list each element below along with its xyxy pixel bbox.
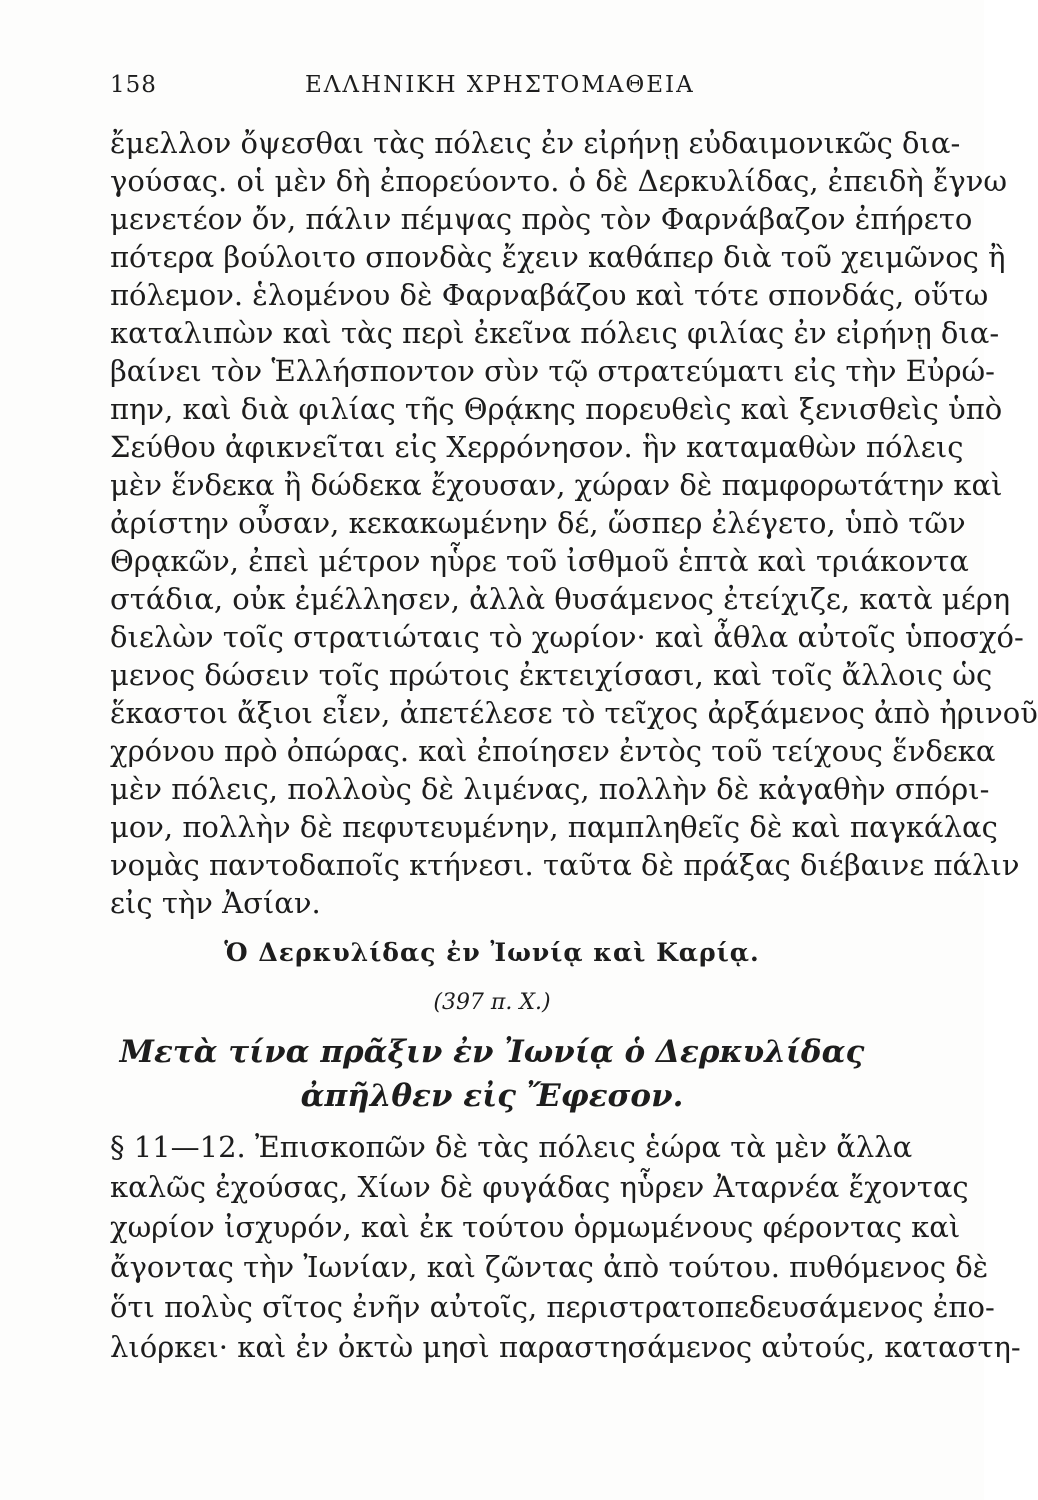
text-line: μενετέον ὄν, πάλιν πέμψας πρὸς τὸν Φαρνάβαζον ἐπήρετο bbox=[110, 202, 973, 236]
text-line: μενος δώσειν τοῖς πρώτοις ἐκτειχίσασι, καὶ τοῖς ἄλλοις ὡς bbox=[110, 658, 993, 692]
text-line: Θρᾳκῶν, ἐπεὶ μέτρον ηὗρε τοῦ ἰσθμοῦ ἑπτὰ καὶ τριάκοντα bbox=[110, 544, 969, 578]
text-line: νομὰς παντοδαποῖς κτήνεσι. ταῦτα δὲ πράξας διέβαινε πάλιν bbox=[110, 848, 1020, 882]
text-line: ἔμελλον ὄψεσθαι τὰς πόλεις ἐν εἰρήνῃ εὐδαιμονικῶς δια- bbox=[110, 126, 961, 160]
section-title: Ὁ Δερκυλίδας ἐν Ἰωνίᾳ καὶ Καρίᾳ. bbox=[224, 938, 760, 967]
text-line: γούσας. οἱ μὲν δὴ ἐπορεύοντο. ὁ δὲ Δερκυλίδας, ἐπειδὴ ἔγνω bbox=[110, 164, 1008, 198]
text-line: § 11—12. Ἐπισκοπῶν δὲ τὰς πόλεις ἑώρα τὰ μὲν ἄλλα bbox=[110, 1130, 913, 1164]
page-header bbox=[110, 66, 880, 106]
section-summary-line-2: ἀπῆλθεν εἰς Ἔφεσον. bbox=[300, 1078, 684, 1114]
section-summary-line-1: Μετὰ τίνα πρᾶξιν ἐν Ἰωνίᾳ ὁ Δερκυλίδας bbox=[119, 1034, 865, 1070]
text-line: χωρίον ἰσχυρόν, καὶ ἐκ τούτου ὁρμωμένους φέροντας καὶ bbox=[110, 1210, 961, 1244]
text-line: πην, καὶ διὰ φιλίας τῆς Θρᾴκης πορευθεὶς καὶ ξενισθεὶς ὑπὸ bbox=[110, 392, 1003, 426]
text-line: ὅτι πολὺς σῖτος ἐνῆν αὐτοῖς, περιστρατοπεδευσάμενος ἐπο- bbox=[110, 1290, 995, 1324]
text-line: ἕκαστοι ἄξιοι εἶεν, ἀπετέλεσε τὸ τεῖχος ἀρξάμενος ἀπὸ ἠρινοῦ bbox=[110, 696, 1038, 730]
text-line: μον, πολλὴν δὲ πεφυτευμένην, παμπληθεῖς δὲ καὶ παγκάλας bbox=[110, 810, 998, 844]
running-title: ΕΛΛΗΝΙΚΗ ΧΡΗΣΤΟΜΑΘΕΙΑ bbox=[305, 72, 695, 98]
text-line: στάδια, οὐκ ἐμέλλησεν, ἀλλὰ θυσάμενος ἐτείχιζε, κατὰ μέρη bbox=[110, 582, 1011, 616]
text-line: χρόνου πρὸ ὀπώρας. καὶ ἐποίησεν ἐντὸς τοῦ τείχους ἕνδεκα bbox=[110, 734, 996, 768]
text-line: πότερα βούλοιτο σπονδὰς ἔχειν καθάπερ διὰ τοῦ χειμῶνος ἢ bbox=[110, 240, 1006, 274]
text-line: ἀρίστην οὖσαν, κεκακωμένην δέ, ὥσπερ ἐλέγετο, ὑπὸ τῶν bbox=[110, 506, 966, 540]
text-line: καταλιπὼν καὶ τὰς περὶ ἐκεῖνα πόλεις φιλίας ἐν εἰρήνῃ δια- bbox=[110, 316, 1000, 350]
text-line: βαίνει τὸν Ἑλλήσποντον σὺν τῷ στρατεύματι εἰς τὴν Εὐρώ- bbox=[110, 354, 995, 388]
text-line: καλῶς ἐχούσας, Χίων δὲ φυγάδας ηὗρεν Ἀταρνέα ἔχοντας bbox=[110, 1170, 969, 1204]
text-line: Σεύθου ἀφικνεῖται εἰς Χερρόνησον. ἣν καταμαθὼν πόλεις bbox=[110, 430, 964, 464]
text-line: διελὼν τοῖς στρατιώταις τὸ χωρίον· καὶ ἆθλα αὐτοῖς ὑποσχό- bbox=[110, 620, 1024, 654]
text-line-last: εἰς τὴν Ἀσίαν. bbox=[110, 886, 321, 920]
text-line: πόλεμον. ἑλομένου δὲ Φαρναβάζου καὶ τότε σπονδάς, οὕτω bbox=[110, 278, 989, 312]
text-line: μὲν πόλεις, πολλοὺς δὲ λιμένας, πολλὴν δὲ κἀγαθὴν σπόρι- bbox=[110, 772, 990, 806]
text-line: μὲν ἕνδεκα ἢ δώδεκα ἔχουσαν, χώραν δὲ παμφορωτάτην καὶ bbox=[110, 468, 1003, 502]
text-line: ἄγοντας τὴν Ἰωνίαν, καὶ ζῶντας ἀπὸ τούτου. πυθόμενος δὲ bbox=[110, 1250, 989, 1284]
page-number: 158 bbox=[110, 72, 157, 98]
text-line: λιόρκει· καὶ ἐν ὀκτὼ μησὶ παραστησάμενος αὐτούς, καταστη- bbox=[110, 1330, 1021, 1364]
section-date: (397 π. Χ.) bbox=[433, 990, 551, 1015]
